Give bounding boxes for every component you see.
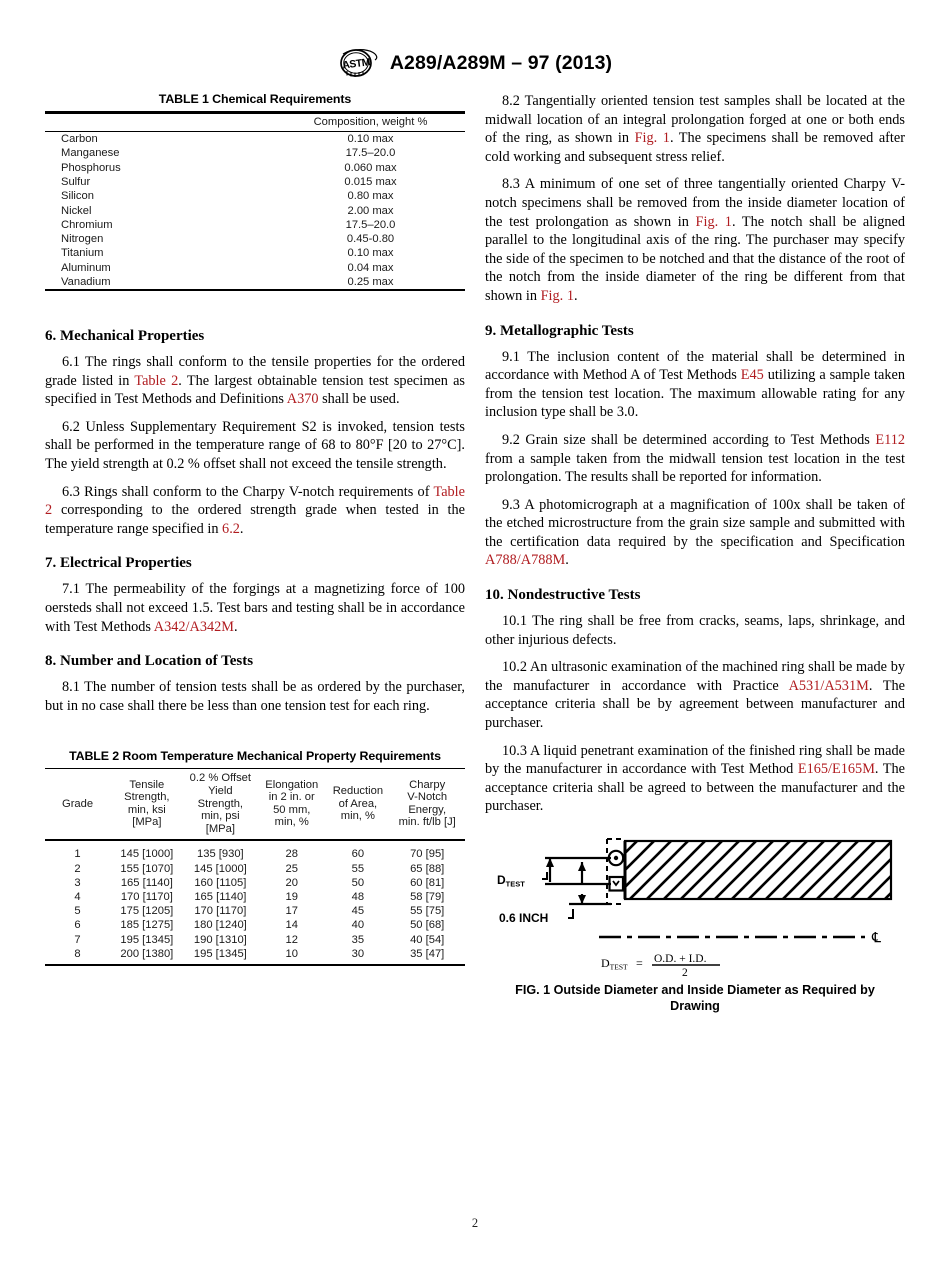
table-1-composition: 0.10 max <box>347 247 394 260</box>
cell-yield: 180 [1240] <box>193 919 247 932</box>
document-title: A289/A289M – 97 (2013) <box>389 51 613 74</box>
table-row <box>45 189 465 203</box>
para-6-1-text-c: shall be used. <box>318 391 400 408</box>
dtest-label: $D_{TEST}$ <box>497 873 525 889</box>
cell-grade: 1 <box>74 848 81 861</box>
cell-elongation: 12 <box>285 933 298 946</box>
link-e165-e165m[interactable]: E165/E165M <box>797 761 875 778</box>
cell-elongation: 17 <box>285 905 298 918</box>
table-2-body <box>45 841 465 965</box>
cell-charpy: 40 [54] <box>410 933 445 946</box>
cell-charpy: 58 [79] <box>410 891 445 904</box>
link-a788-a788m[interactable]: A788/A788M <box>485 552 566 569</box>
table-row <box>45 175 465 189</box>
para-7-1-text-a: 7.1 The permeability of the forgings at a magnetizing force of 100 oersteds shall not exceed 1.5. Test bars and testing shall be in accordance with Test Methods <box>45 581 465 635</box>
link-a370[interactable]: A370 <box>286 391 319 408</box>
hdr-line: V-Notch <box>407 791 448 804</box>
link-6-2[interactable]: 6.2 <box>222 520 240 537</box>
hdr-line: min, psi <box>201 810 240 823</box>
table-row <box>45 161 465 175</box>
hdr-line: Strength, <box>197 797 244 810</box>
paragraph-10-1: 10.1 The ring shall be free from cracks, seams, laps, shrinkage, and other injurious defects. <box>485 613 905 648</box>
astm-logo <box>338 48 380 78</box>
cell-tensile: 165 [1140] <box>120 876 173 889</box>
table-1-composition: 0.10 max <box>347 133 394 146</box>
para-10-3-text-b: . The acceptance criteria shall be agreed to between the manufacturer and the purchaser. <box>485 761 905 815</box>
para-6-1-text-b: . The largest obtainable tension test specimen as specified in Test Methods and Definitions <box>45 372 465 408</box>
table-1-header-row <box>45 114 465 132</box>
cell-grade: 3 <box>74 876 81 889</box>
hdr-line: in 2 in. or <box>268 791 315 804</box>
para-8-3-text-b: . The notch shall be aligned parallel to the longitudinal axis of the ring. The purchaser may specify the side of the specimen to be notched and that the distance of the root of the notch from the inside diameter of the ring be different from that shown in <box>485 213 905 304</box>
para-6-1-text-a: 6.1 The rings shall conform to the tensile properties for the ordered grade listed in <box>45 354 465 389</box>
table-1-block <box>45 92 465 291</box>
table-row <box>45 218 465 232</box>
para-10-3-text-a: 10.3 A liquid penetrant examination of the finished ring shall be made by the manufacturer in accordance with Test Method <box>485 742 905 778</box>
table-row <box>45 947 465 961</box>
para-8-2-text-b: . The specimens shall be removed after cold working and subsequent stress relief. <box>485 130 906 165</box>
table-1-element: Carbon <box>61 133 98 146</box>
cell-tensile: 175 [1205] <box>120 905 174 918</box>
cell-yield: 165 [1140] <box>194 891 247 904</box>
para-9-2-text-b: from a sample taken from the midwall tension test location in the test prolongation. The results shall be reported for information. <box>485 450 905 486</box>
cell-grade: 6 <box>74 919 81 932</box>
table-1-composition: 17.5–20.0 <box>345 218 396 231</box>
cell-yield: 160 [1105] <box>194 876 247 889</box>
hdr-line: min, % <box>340 810 375 823</box>
hdr-line: 50 mm, <box>273 803 311 816</box>
table-row <box>45 904 465 918</box>
cell-charpy: 60 [81] <box>410 876 445 889</box>
inch-label-leader <box>568 909 573 918</box>
table-row <box>45 933 465 947</box>
hdr-line: Energy, <box>408 803 447 816</box>
charpy-specimen-marker <box>610 877 624 891</box>
table-1-element: Aluminum <box>61 261 111 274</box>
right-column <box>485 92 905 1014</box>
document-header <box>0 48 950 78</box>
cell-charpy: 65 [88] <box>410 862 445 875</box>
table-2-col-elongation <box>257 769 326 840</box>
formula-lhs: $D_{TEST}$ <box>601 956 628 972</box>
link-table-2[interactable]: Table 2 <box>134 372 179 389</box>
inch-label: 0.6 INCH <box>499 911 549 925</box>
table-1 <box>45 111 465 291</box>
cell-reduction: 45 <box>351 905 365 918</box>
table-2-col-reduction-of-area <box>326 769 389 840</box>
cell-yield: 190 [1310] <box>193 933 247 946</box>
cell-elongation: 20 <box>285 876 298 889</box>
table-1-element: Manganese <box>61 147 120 160</box>
cell-elongation: 25 <box>285 862 298 875</box>
cell-reduction: 40 <box>351 919 365 932</box>
table-1-element: Chromium <box>61 218 113 231</box>
cell-tensile: 145 [1000] <box>120 848 174 861</box>
para-8-3-text-c: . <box>573 287 578 304</box>
table-row <box>45 275 465 289</box>
cell-elongation: 28 <box>285 848 298 861</box>
page-number: 2 <box>471 1216 479 1230</box>
formula-denominator: 2 <box>682 967 688 976</box>
paragraph-8-2 <box>485 92 905 166</box>
paragraph-6-2: 6.2 Unless Supplementary Requirement S2 is invoked, tension tests shall be performed in the temperature range of 68 to 80°F [20 to 27°C]. The yield strength at 0.2 % offset shall not exceed the tensile strength. <box>45 418 465 473</box>
hdr-line: Grade <box>62 797 94 810</box>
table-1-header-blank <box>45 114 276 132</box>
cell-tensile: 170 [1170] <box>120 891 173 904</box>
table-1-element: Silicon <box>61 190 94 203</box>
link-a342-a342m[interactable]: A342/A342M <box>153 618 234 635</box>
hdr-line: Charpy <box>409 778 446 791</box>
section-heading-9: 9. Metallographic Tests <box>485 322 634 339</box>
table-2-col-yield-strength <box>184 769 258 840</box>
cell-reduction: 48 <box>351 891 365 904</box>
table-row <box>45 876 465 890</box>
para-9-2-text-a: 9.2 Grain size shall be determined according to Test Methods <box>502 431 876 448</box>
table-row <box>45 232 465 246</box>
cell-yield: 195 [1345] <box>193 947 247 960</box>
section-heading-7: 7. Electrical Properties <box>45 555 192 572</box>
table-row <box>45 261 465 275</box>
link-e112[interactable]: E112 <box>875 431 905 448</box>
table-1-composition: 0.80 max <box>347 190 394 203</box>
figure-1-caption-line-1: FIG. 1 Outside Diameter and Inside Diameter as Required by <box>515 983 875 997</box>
cell-tensile: 195 [1345] <box>120 933 174 946</box>
table-row <box>45 146 465 160</box>
hdr-line: min. ft/lb [J] <box>398 816 456 829</box>
table-1-element: Phosphorus <box>61 161 121 174</box>
cell-reduction: 35 <box>351 933 365 946</box>
table-2-bottom-rule <box>45 964 465 965</box>
table-1-element: Titanium <box>61 247 104 260</box>
link-fig-1[interactable]: Fig. 1 <box>634 130 670 147</box>
section-heading-10: 10. Nondestructive Tests <box>485 587 641 604</box>
para-9-3-text-a: 9.3 A photomicrograph at a magnification of 100x shall be taken of the etched microstructure from the grain size sample and submitted with the certification data required by the specification and Specification <box>485 496 905 550</box>
cell-yield: 145 [1000] <box>193 862 247 875</box>
cell-grade: 2 <box>74 862 81 875</box>
hdr-line: 0.2 % Offset <box>189 772 252 785</box>
paragraph-9-1 <box>485 348 905 422</box>
table-row <box>45 918 465 932</box>
hdr-line: min, % <box>274 816 309 829</box>
table-row <box>45 132 465 147</box>
para-8-2-text-a: 8.2 Tangentially oriented tension test samples shall be located at the midwall location of an integral prolongation forged at one or both ends of the ring, as shown in <box>485 93 905 147</box>
cell-elongation: 14 <box>285 919 298 932</box>
figure-1-block <box>485 836 905 1014</box>
dtest-formula <box>601 953 720 976</box>
hdr-line: Reduction <box>332 785 384 797</box>
prolongation-outline <box>607 839 625 904</box>
table-1-element: Sulfur <box>61 175 91 188</box>
cell-reduction: 55 <box>351 862 365 875</box>
table-2-block <box>45 749 465 965</box>
hdr-line: Tensile <box>129 778 165 791</box>
cell-grade: 7 <box>74 933 81 946</box>
table-2-col-charpy <box>389 769 465 840</box>
table-1-bottom-rule <box>45 289 465 290</box>
inch-arrow-down <box>578 895 586 904</box>
cell-tensile: 185 [1275] <box>120 919 174 932</box>
hdr-line: Yield <box>208 785 233 797</box>
para-6-3-text-b: corresponding to the ordered strength grade when tested in the temperature range specified in <box>45 502 465 537</box>
paragraph-8-1: 8.1 The number of tension tests shall be as ordered by the purchaser, but in no case shall there be less than one tension test for each ring. <box>45 679 465 714</box>
centerline-symbol: ℄ <box>872 929 881 945</box>
table-1-composition: 0.04 max <box>347 261 394 274</box>
table-1-composition: 0.45-0.80 <box>346 233 395 246</box>
table-1-composition: 0.060 max <box>344 161 397 174</box>
para-9-1-text-b: utilizing a sample taken from the tension test location. The maximum allowable rating for any inclusion type shall be 3.0. <box>485 367 905 421</box>
inch-arrow-up <box>578 862 586 871</box>
table-row <box>45 862 465 876</box>
cell-charpy: 50 [68] <box>410 919 445 932</box>
para-8-3-text-a: 8.3 A minimum of one set of three tangentially oriented Charpy V-notch specimens shall be removed from the inside diameter location of the test prolongation as shown in <box>485 176 905 230</box>
table-1-header-composition: Composition, weight % <box>276 114 465 132</box>
left-column <box>45 92 465 966</box>
paragraph-10-2 <box>485 658 905 732</box>
table-row <box>45 203 465 217</box>
cell-charpy: 55 [75] <box>410 905 445 918</box>
link-fig-1[interactable]: Fig. 1 <box>540 287 574 304</box>
figure-1-caption <box>485 982 905 1014</box>
figure-1-drawing <box>489 836 901 976</box>
table-1-element: Nickel <box>61 204 92 217</box>
paragraph-6-1 <box>45 353 465 409</box>
hdr-line: [MPa] <box>132 816 162 829</box>
paragraph-10-3 <box>485 742 905 816</box>
svg-text:ASTM: ASTM <box>341 56 371 72</box>
table-1-caption: TABLE 1 Chemical Requirements <box>158 92 352 106</box>
table-2-header-row <box>45 769 465 840</box>
table-2-col-tensile-strength <box>110 769 184 840</box>
para-10-2-text-b: . The acceptance criteria shall be by agreement between manufacturer and purchaser. <box>485 677 905 732</box>
table-row <box>45 246 465 260</box>
cell-grade: 5 <box>74 905 81 918</box>
link-a531-a531m[interactable]: A531/A531M <box>788 677 869 694</box>
ring-cross-section <box>625 841 891 899</box>
table-1-element: Vanadium <box>61 275 111 288</box>
paragraph-9-2 <box>485 431 905 487</box>
cell-reduction: 50 <box>351 876 365 889</box>
section-heading-8: 8. Number and Location of Tests <box>45 653 254 670</box>
cell-tensile: 200 [1380] <box>120 947 174 960</box>
cell-grade: 4 <box>74 891 81 904</box>
cell-yield: 135 [930] <box>197 848 244 861</box>
cell-elongation: 19 <box>285 891 298 904</box>
table-row <box>45 890 465 904</box>
hdr-line: Strength, <box>124 791 170 804</box>
para-7-1-text-b: . <box>233 618 238 635</box>
table-1-composition: 0.25 max <box>347 275 394 288</box>
table-row <box>45 847 465 861</box>
para-6-3-text-c: . <box>239 520 244 537</box>
table-2-caption: TABLE 2 Room Temperature Mechanical Property Requirements <box>69 749 441 764</box>
paragraph-8-3 <box>485 175 905 305</box>
dtest-arrow-up <box>546 858 554 867</box>
para-10-2-text-a: 10.2 An ultrasonic examination of the machined ring shall be made by the manufacturer in accordance with Practice <box>485 659 905 694</box>
cell-reduction: 30 <box>351 947 365 960</box>
link-table-2[interactable]: Table 2 <box>45 483 465 519</box>
cell-tensile: 155 [1070] <box>120 862 174 875</box>
dtest-label-leader <box>542 872 547 879</box>
cell-charpy: 35 [47] <box>410 947 445 960</box>
cell-charpy: 70 [95] <box>410 848 445 861</box>
hdr-line: min, ksi <box>127 803 166 816</box>
formula-numerator: O.D. + I.D. <box>654 953 707 965</box>
para-6-3-text-a: 6.3 Rings shall conform to the Charpy V-notch requirements of <box>62 483 434 500</box>
table-1-composition: 17.5–20.0 <box>345 147 396 160</box>
para-9-3-text-b: . <box>565 552 569 569</box>
paragraph-7-1 <box>45 580 465 636</box>
cell-yield: 170 [1170] <box>194 905 247 918</box>
paragraph-6-3 <box>45 483 465 539</box>
table-1-composition: 2.00 max <box>347 204 394 217</box>
cell-grade: 8 <box>74 947 81 960</box>
figure-1-caption-line-2: Drawing <box>670 999 720 1013</box>
formula-equals: = <box>636 956 643 970</box>
table-2 <box>45 768 465 965</box>
link-e45[interactable]: E45 <box>740 367 764 384</box>
paragraph-9-3 <box>485 496 905 570</box>
hdr-line: Elongation <box>265 778 319 791</box>
table-1-composition: 0.015 max <box>344 175 397 188</box>
hdr-line: of Area, <box>338 797 378 810</box>
section-heading-6: 6. Mechanical Properties <box>45 328 205 345</box>
para-9-1-text-a: 9.1 The inclusion content of the material shall be determined in accordance with Method A of Test Methods <box>485 348 905 384</box>
hdr-line: [MPa] <box>205 822 235 835</box>
cell-elongation: 10 <box>285 947 298 960</box>
table-1-element: Nitrogen <box>61 233 104 246</box>
link-fig-1[interactable]: Fig. 1 <box>695 213 732 230</box>
table-2-col-grade <box>45 769 110 840</box>
cell-reduction: 60 <box>351 848 365 861</box>
